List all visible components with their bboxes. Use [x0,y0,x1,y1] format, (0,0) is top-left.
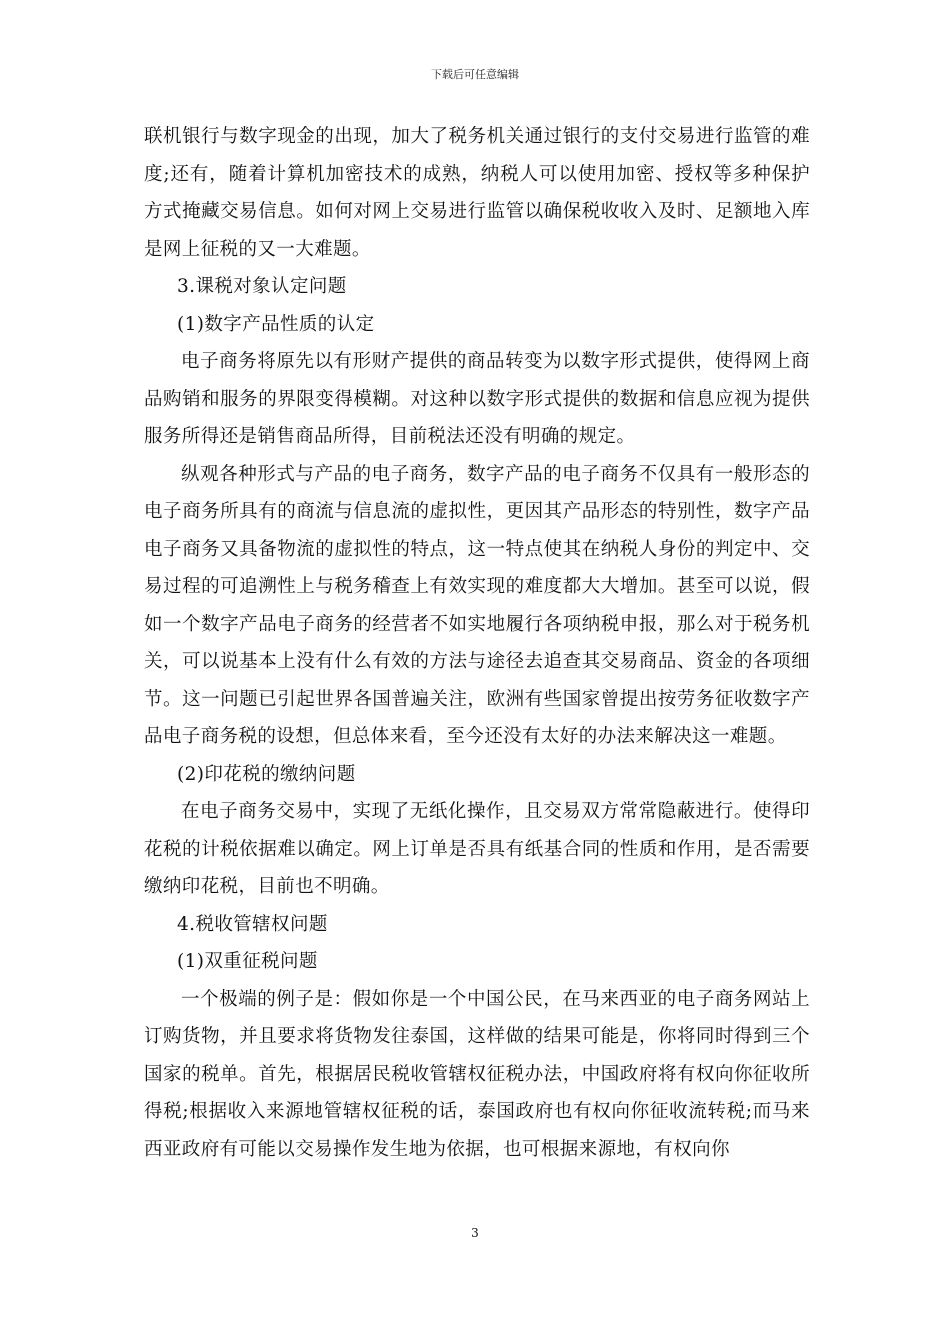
subsection-heading: (2)印花税的缴纳问题 [177,763,356,785]
page-number: 3 [471,1226,479,1240]
page-header: 下载后可任意编辑 [431,68,519,81]
document-body [144,118,810,1168]
section-heading: 4.税收管辖权问题 [177,913,328,935]
paragraph: 在电子商务交易中，实现了无纸化操作，且交易双方常常隐蔽进行。使得印花税的计税依据难以确定。网上订单是否具有纸基合同的性质和作用，是否需要缴纳印花税，目前也不明确。 [144,801,810,897]
paragraph: 联机银行与数字现金的出现，加大了税务机关通过银行的支付交易进行监管的难度;还有，随着计算机加密技术的成熟，纳税人可以使用加密、授权等多种保护方式掩藏交易信息。如何对网上交易进行监管以确保税收收入及时、足额地入库是网上征税的又一大难题。 [144,126,810,260]
subsection-heading: (1)双重征税问题 [177,951,318,972]
paragraph: 纵观各种形式与产品的电子商务，数字产品的电子商务不仅具有一般形态的电子商务所具有的商流与信息流的虚拟性，更因其产品形态的特别性，数字产品电子商务又具备物流的虚拟性的特点，这一特点使其在纳税人身份的判定中、交易过程的可追溯性上与税务稽查上有效实现的难度都大大增加。甚至可以说，假如一个数字产品电子商务的经营者不如实地履行各项纳税申报，那么对于税务机关，可以说基本上没有什么有效的方法与途径去追查其交易商品、资金的各项细节。这一问题已引起世界各国普遍关注，欧洲有些国家曾提出按劳务征收数字产品电子商务税的设想，但总体来看，至今还没有太好的办法来解决这一难题。 [144,463,810,747]
section-heading: 3.课税对象认定问题 [177,276,347,297]
paragraph: 电子商务将原先以有形财产提供的商品转变为以数字形式提供，使得网上商品购销和服务的界限变得模糊。对这种以数字形式提供的数据和信息应视为提供服务所得还是销售商品所得，目前税法还没有明确的规定。 [144,351,810,447]
subsection-heading: (1)数字产品性质的认定 [177,313,375,335]
paragraph: 一个极端的例子是：假如你是一个中国公民，在马来西亚的电子商务网站上订购货物，并且要求将货物发往泰国，这样做的结果可能是，你将同时得到三个国家的税单。首先，根据居民税收管辖权征税办法，中国政府将有权向你征收所得税;根据收入来源地管辖权征税的话，泰国政府也有权向你征收流转税;而马来西亚政府有可能以交易操作发生地为依据，也可根据来源地，有权向你 [144,988,810,1160]
